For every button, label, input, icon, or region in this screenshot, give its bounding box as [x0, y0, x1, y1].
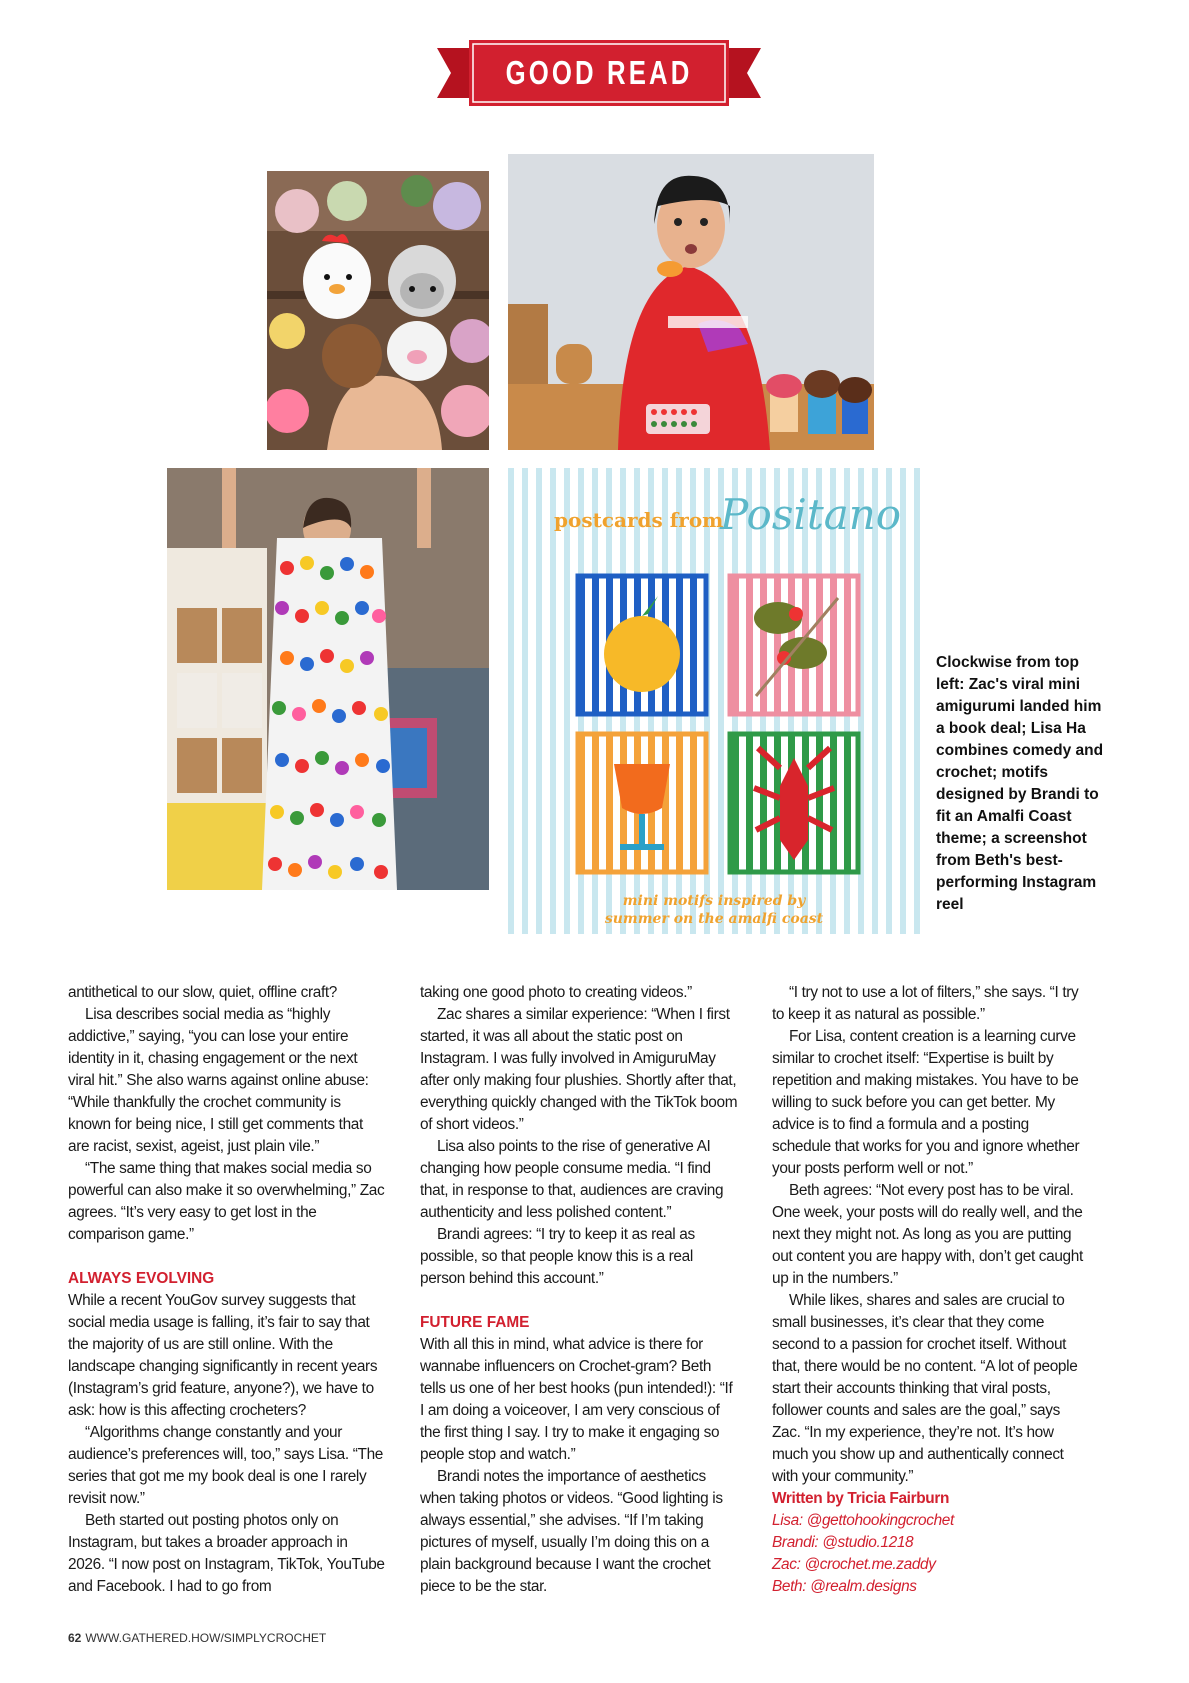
subheading-always-evolving: ALWAYS EVOLVING	[68, 1270, 215, 1287]
body-column-1	[68, 982, 386, 1598]
paragraph: Zac shares a similar experience: “When I first started, it was all about the static post on Instagram. I was fully involved in AmiguruMay after only making four plushies. Shortly after that, everything quickly changed with the TikTok boom of short videos.”	[420, 1006, 738, 1133]
paragraph: taking one good photo to creating videos.”	[420, 984, 692, 1001]
subheading-future-fame: FUTURE FAME	[420, 1314, 530, 1331]
page-number: 62	[68, 1631, 82, 1645]
page-footer	[68, 1631, 326, 1645]
social-handle: Beth: @realm.designs	[772, 1578, 917, 1595]
paragraph: Beth started out posting photos only on Instagram, but takes a broader approach in 2026. “I now post on Instagram, TikTok, YouTube and Facebook. I had to go from	[68, 1512, 385, 1595]
positano-title-cursive: Positano	[720, 490, 902, 539]
body-column-3	[772, 982, 1090, 1598]
paragraph: Beth agrees: “Not every post has to be viral. One week, your posts will do really well, and the next they might not. As long as you are putting out content you are happy with, don’t get caught up in the numbers.”	[772, 1182, 1083, 1287]
social-handle: Zac: @crochet.me.zaddy	[772, 1556, 936, 1573]
positano-title-script: postcards from	[554, 508, 724, 532]
paragraph: Lisa also points to the rise of generative AI changing how people consume media. “I find that, in response to that, audiences are craving authenticity and less polished content.”	[420, 1138, 724, 1221]
photo-positano-motifs	[508, 468, 920, 934]
social-handle: Brandi: @studio.1218	[772, 1534, 914, 1551]
banner-title: GOOD READ	[505, 54, 693, 91]
photo-lisa-ha	[508, 154, 874, 450]
body-column-2	[420, 982, 738, 1598]
photo-flower-dress	[167, 468, 489, 890]
paragraph: “The same thing that makes social media so powerful can also make it so overwhelming,” Zac agrees. “It’s very easy to get lost in the comparison game.”	[68, 1160, 385, 1243]
paragraph: antithetical to our slow, quiet, offline craft?	[68, 984, 338, 1001]
footer-url: WWW.GATHERED.HOW/SIMPLYCROCHET	[85, 1631, 327, 1645]
paragraph: With all this in mind, what advice is there for wannabe influencers on Crochet-gram? Beth tells us one of her best hooks (pun intended!): “If I am doing a voiceover, I am very conscious of the first thing I say. I try to make it engaging so people stop and watch.”	[420, 1336, 733, 1463]
paragraph: Brandi notes the importance of aesthetics when taking photos or videos. “Good lighting is always essential,” she advises. “If I’m taking pictures of myself, usually I’m doing this on a plain background because I want the crochet piece to be the star.	[420, 1468, 723, 1595]
paragraph: While likes, shares and sales are crucial to small businesses, it’s clear that they come second to a passion for crochet itself. Without that, there would be no content. “A lot of people start their accounts thinking that viral posts, follower counts and sales are the goal,” says Zac. “In my experience, they’re not. It’s how much you show up and authentically connect with your community.”	[772, 1292, 1078, 1485]
paragraph: While a recent YouGov survey suggests that social media usage is falling, it’s fair to say that the majority of us are still online. With the landscape changing significantly in recent years (Instagram’s grid feature, anyone?), we have to ask: how is this affecting crocheters?	[68, 1292, 378, 1419]
paragraph: “I try not to use a lot of filters,” she says. “I try to keep it as natural as possible.”	[772, 984, 1079, 1023]
social-handle: Lisa: @gettohookingcrochet	[772, 1512, 954, 1529]
paragraph: “Algorithms change constantly and your audience’s preferences will, too,” says Lisa. “The series that got me my book deal is one I rarely revisit now.”	[68, 1424, 383, 1507]
section-banner	[437, 36, 761, 110]
paragraph: For Lisa, content creation is a learning curve similar to crochet itself: “Expertise is built by repetition and making mistakes. You have to be willing to suck before you can get better. My advice is to find a formula and a posting schedule that works for you and ignore whether your posts perform well or not.”	[772, 1028, 1080, 1177]
positano-subtitle-1: mini motifs inspired by	[622, 893, 806, 909]
photo-caption: Clockwise from top left: Zac's viral mini amigurumi landed him a book deal; Lisa Ha combines comedy and crochet; motifs designed by Brandi to fit an Amalfi Coast theme; a screenshot from Beth's best-performing Instagram reel	[936, 654, 1104, 913]
paragraph: Brandi agrees: “I try to keep it as real as possible, so that people know this is a real person behind this account.”	[420, 1226, 695, 1287]
positano-subtitle-2: summer on the amalfi coast	[604, 911, 824, 927]
photo-amigurumi	[267, 171, 489, 450]
paragraph: Lisa describes social media as “highly addictive,” saying, “you can lose your entire identity in it, chasing engagement or the next viral hit.” She also warns against online abuse: “While thankfully the crochet community is known for being nice, I still get comments that are racist, sexist, ageist, just plain vile.”	[68, 1006, 369, 1155]
author-credit: Written by Tricia Fairburn	[772, 1490, 950, 1507]
